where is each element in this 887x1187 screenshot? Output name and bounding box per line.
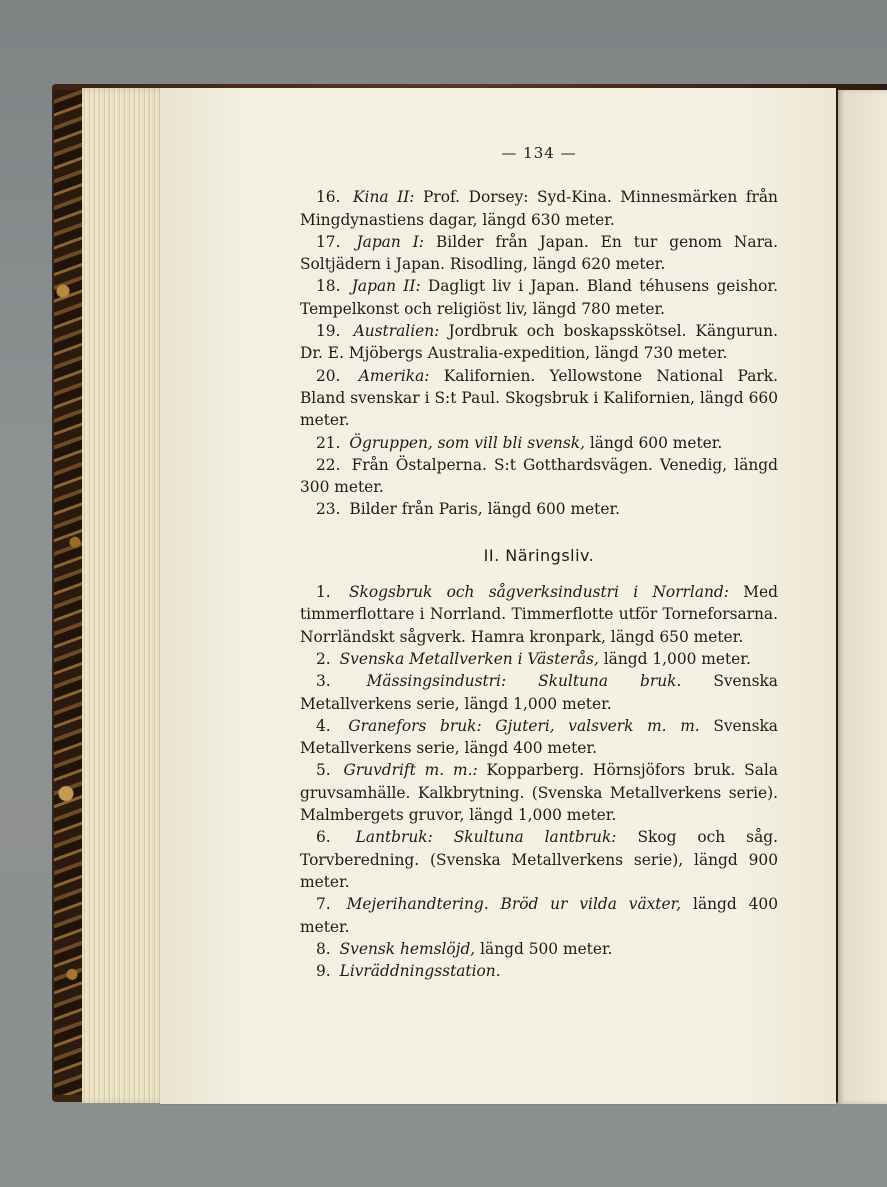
marbled-edge [54, 90, 84, 1095]
entry-5: 5. Gruvdrift m. m.: Kopparberg. Hörnsjöfors bruk. Sala gruvsamhälle. Kalkbrytning. (Svenska Metallverkens serie). Malmbergets gruvor, längd 1,000 meter. [300, 761, 778, 825]
page-content [300, 142, 778, 982]
entry-8: 8. Svensk hemslöjd, längd 500 meter. [316, 939, 613, 958]
section-heading: II. Näringsliv. [483, 545, 595, 565]
entry-17: 17. Japan I: Bilder från Japan. En tur genom Nara. Soltjädern i Japan. Risodling, längd 620 meter. [300, 232, 778, 274]
entry-18: 18. Japan II: Dagligt liv i Japan. Bland téhusens geishor. Tempelkonst och religiöst liv, längd 780 meter. [300, 277, 778, 318]
entry-16: 16. Kina II: Prof. Dorsey: Syd-Kina. Minnesmärken från Mingdynastiens dagar, längd 630 meter. [300, 188, 778, 229]
entry-9: 9. Livräddningsstation. [316, 962, 501, 981]
entry-23: 23. Bilder från Paris, längd 600 meter. [316, 500, 621, 519]
entry-6: 6. Lantbruk: Skultuna lantbruk: Skog och såg. Torvberedning. (Svenska Metallverkens serie), längd 900 meter. [300, 828, 778, 891]
page-number: — 134 — [501, 144, 577, 162]
entry-7: 7. Mejerihandtering. Bröd ur vilda växter, längd 400 meter. [300, 895, 778, 936]
facing-page-edge [838, 90, 887, 1104]
entry-21: 21. Ögruppen, som vill bli svensk, längd 600 meter. [316, 433, 723, 452]
entry-19: 19. Australien: Jordbruk och boskapsskötsel. Kängurun. Dr. E. Mjöbergs Australia-expedition, längd 730 meter. [300, 322, 778, 363]
entry-2: 2. Svenska Metallverken i Västerås, längd 1,000 meter. [316, 649, 751, 668]
entry-20: 20. Amerika: Kalifornien. Yellowstone National Park. Bland svenskar i S:t Paul. Skogsbruk i Kalifornien, längd 660 meter. [300, 366, 778, 430]
entry-4: 4. Granefors bruk: Gjuteri, valsverk m. m. Svenska Metallverkens serie, längd 400 meter. [300, 716, 778, 758]
entry-list-2 [300, 581, 778, 982]
entry-list-1 [300, 186, 778, 520]
entry-1: 1. Skogsbruk och sågverksindustri i Norrland: Med timmerflottare i Norrland. Timmerflotte utför Torneforsarna. Norrländskt sågverk. Hamra kronpark, längd 650 meter. [300, 583, 778, 646]
entry-22: 22. Från Östalperna. S:t Gotthardsvägen. Venedig, längd 300 meter. [300, 455, 778, 497]
entry-3: 3. Mässingsindustri: Skultuna bruk. Svenska Metallverkens serie, längd 1,000 meter. [300, 672, 778, 713]
